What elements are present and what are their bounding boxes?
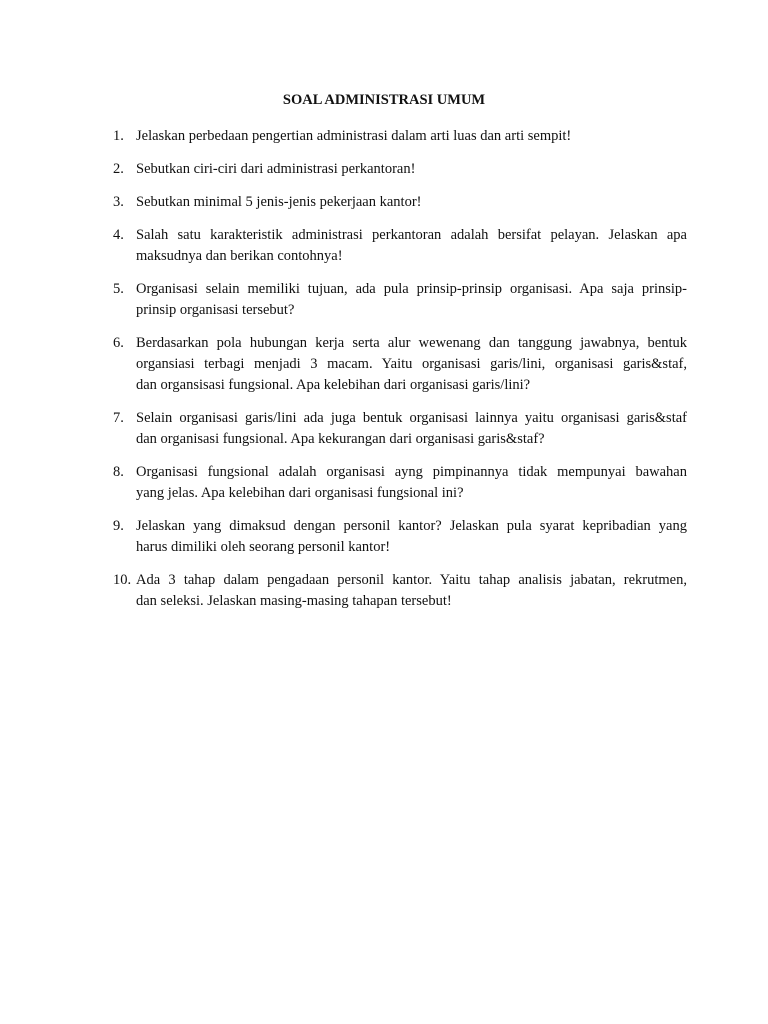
question-item [113,225,687,267]
question-text-line: Sebutkan ciri-ciri dari administrasi perkantoran! [136,161,416,177]
question-number: 7. [113,410,124,426]
question-text-line: Organisasi selain memiliki tujuan, ada pula prinsip-prinsip organisasi. Apa saja prinsip- [136,281,687,297]
question-number: 6. [113,335,124,351]
question-item [113,126,687,147]
question-text-line: Berdasarkan pola hubungan kerja serta alur wewenang dan tanggung jawabnya, bentuk [136,335,687,351]
question-text-line: dan organsisasi fungsional. Apa kelebihan dari organisasi garis/lini? [136,377,531,393]
question-text-line: Jelaskan yang dimaksud dengan personil kantor? Jelaskan pula syarat kepribadian yang [136,518,687,534]
question-text-line: Selain organisasi garis/lini ada juga bentuk organisasi lainnya yaitu organisasi garis&staf [136,410,687,426]
question-number: 9. [113,518,124,534]
question-item [113,408,687,450]
question-text-line: maksudnya dan berikan contohnya! [136,248,343,264]
question-number: 8. [113,464,124,480]
question-item [113,192,687,213]
question-number: 5. [113,281,124,297]
question-item [113,333,687,396]
question-text-line: dan seleksi. Jelaskan masing-masing tahapan tersebut! [136,593,452,609]
question-number: 10. [113,572,132,588]
question-number: 1. [113,128,124,144]
question-text-line: prinsip organisasi tersebut? [136,302,295,318]
question-item [113,279,687,321]
question-item [113,462,687,504]
question-number: 3. [113,194,124,210]
question-text-line: Ada 3 tahap dalam pengadaan personil kantor. Yaitu tahap analisis jabatan, rekrutmen, [136,572,687,588]
question-text-line: dan organisasi fungsional. Apa kekurangan dari organisasi garis&staf? [136,431,545,447]
question-text-line: Sebutkan minimal 5 jenis-jenis pekerjaan kantor! [136,194,422,210]
question-number: 2. [113,161,124,177]
question-item [113,516,687,558]
question-text-line: organsiasi terbagi menjadi 3 macam. Yaitu organisasi garis/lini, organisasi garis&staf, [136,356,687,372]
question-text-line: Jelaskan perbedaan pengertian administrasi dalam arti luas dan arti sempit! [136,128,572,144]
document-title: SOAL ADMINISTRASI UMUM [282,92,486,108]
question-list [113,126,687,624]
question-text-line: Organisasi fungsional adalah organisasi ayng pimpinannya tidak mempunyai bawahan [136,464,687,480]
question-item [113,159,687,180]
question-text-line: yang jelas. Apa kelebihan dari organisasi fungsional ini? [136,485,464,501]
question-text-line: harus dimiliki oleh seorang personil kantor! [136,539,391,555]
question-text-line: Salah satu karakteristik administrasi perkantoran adalah bersifat pelayan. Jelaskan apa [136,227,687,243]
question-item [113,570,687,612]
question-number: 4. [113,227,124,243]
